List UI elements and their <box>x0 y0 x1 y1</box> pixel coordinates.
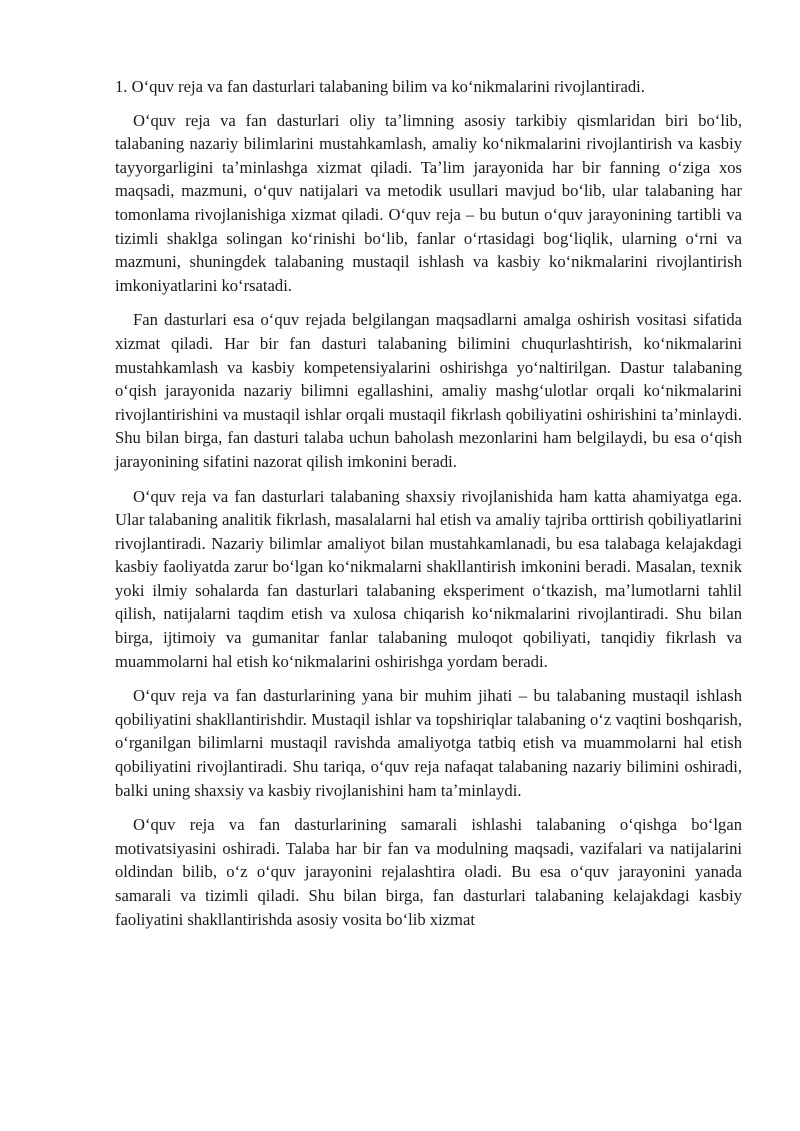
section-heading: 1. Oʻquv reja va fan dasturlari talabaning bilim va koʻnikmalarini rivojlantiradi. <box>115 77 645 96</box>
paragraph-5: Oʻquv reja va fan dasturlarining samarali ishlashi talabaning oʻqishga boʻlgan motivatsiyasini oshiradi. Talaba har bir fan va modulning maqsadi, vazifalari va natijalarini oldindan bilib, oʻz oʻquv jarayonini rejalashtira oladi. Bu esa oʻquv jarayonini yanada samarali va tizimli qiladi. Shu bilan birga, fan dasturlari talabaning kelajakdagi kasbiy faoliyatini shakllantirishda asosiy vosita boʻlib xizmat <box>115 815 742 929</box>
paragraph-3: Oʻquv reja va fan dasturlari talabaning shaxsiy rivojlanishida ham katta ahamiyatga ega. Ular talabaning analitik fikrlash, masalalarni hal etish va amaliy tajriba orttirish qobiliyatlarini rivojlantiradi. Nazariy bilimlar amaliyot bilan mustahkamlanadi, bu esa talabaga kelajakdagi kasbiy faoliyatda zarur boʻlgan koʻnikmalarni shakllantirish imkonini beradi. Masalan, texnik yoki ilmiy sohalarda fan dasturlari talabaning eksperiment oʻtkazish, maʼlumotlarni tahlil qilish, natijalarni taqdim etish va xulosa chiqarish koʻnikmalarini rivojlantiradi. Shu bilan birga, ijtimoiy va gumanitar fanlar talabaning muloqot qobiliyati, tanqidiy fikrlash va muammolarni hal etish koʻnikmalarini oshirishga yordam beradi. <box>115 486 742 671</box>
paragraph-2: Fan dasturlari esa oʻquv rejada belgilangan maqsadlarni amalga oshirish vositasi sifatida xizmat qiladi. Har bir fan dasturi talabaning bilimini chuqurlashtirish, koʻnikmalarini mustahkamlash va kasbiy kompetensiyalarini oshirishga yoʻnaltirilgan. Dastur talabaning oʻqish jarayonida nazariy bilimni egallashini, amaliy mashgʻulotlar orqali koʻnikmalarini rivojlantirishini va mustaqil ishlar orqali mustaqil fikrlash qobiliyatini oshirishini taʼminlaydi. Shu bilan birga, fan dasturi talaba uchun baholash mezonlarini ham belgilaydi, bu esa oʻqish jarayonining sifatini nazorat qilish imkonini beradi. <box>115 310 742 471</box>
paragraph-1: Oʻquv reja va fan dasturlari oliy taʼlimning asosiy tarkibiy qismlaridan biri boʻlib, talabaning nazariy bilimlarini mustahkamlash, amaliy koʻnikmalarini rivojlantirish va kasbiy tayyorgarligini taʼminlashga xizmat qiladi. Taʼlim jarayonida har bir fanning oʻziga xos maqsadi, mazmuni, oʻquv natijalari va metodik usullari mavjud boʻlib, ular talabaning har tomonlama rivojlanishiga xizmat qiladi. Oʻquv reja – bu butun oʻquv jarayonining tartibli va tizimli shaklga solingan koʻrinishi boʻlib, fanlar oʻrtasidagi bogʻliqlik, ularning oʻrni va mazmuni, shuningdek talabaning mustaqil ishlash va kasbiy koʻnikmalarini rivojlantirish imkoniyatlarini koʻrsatadi. <box>115 110 742 295</box>
paragraph-4: Oʻquv reja va fan dasturlarining yana bir muhim jihati – bu talabaning mustaqil ishlash qobiliyatini shakllantirishdir. Mustaqil ishlar va topshiriqlar talabaning oʻz vaqtini boshqarish, oʻrganilgan bilimlarni mustaqil ravishda amaliyotga tatbiq etish va muammolarni hal etish qobiliyatini rivojlantiradi. Shu tariqa, oʻquv reja nafaqat talabaning nazariy bilimini oshiradi, balki uning shaxsiy va kasbiy rivojlanishini ham taʼminlaydi. <box>115 686 742 800</box>
document-body <box>115 75 742 931</box>
